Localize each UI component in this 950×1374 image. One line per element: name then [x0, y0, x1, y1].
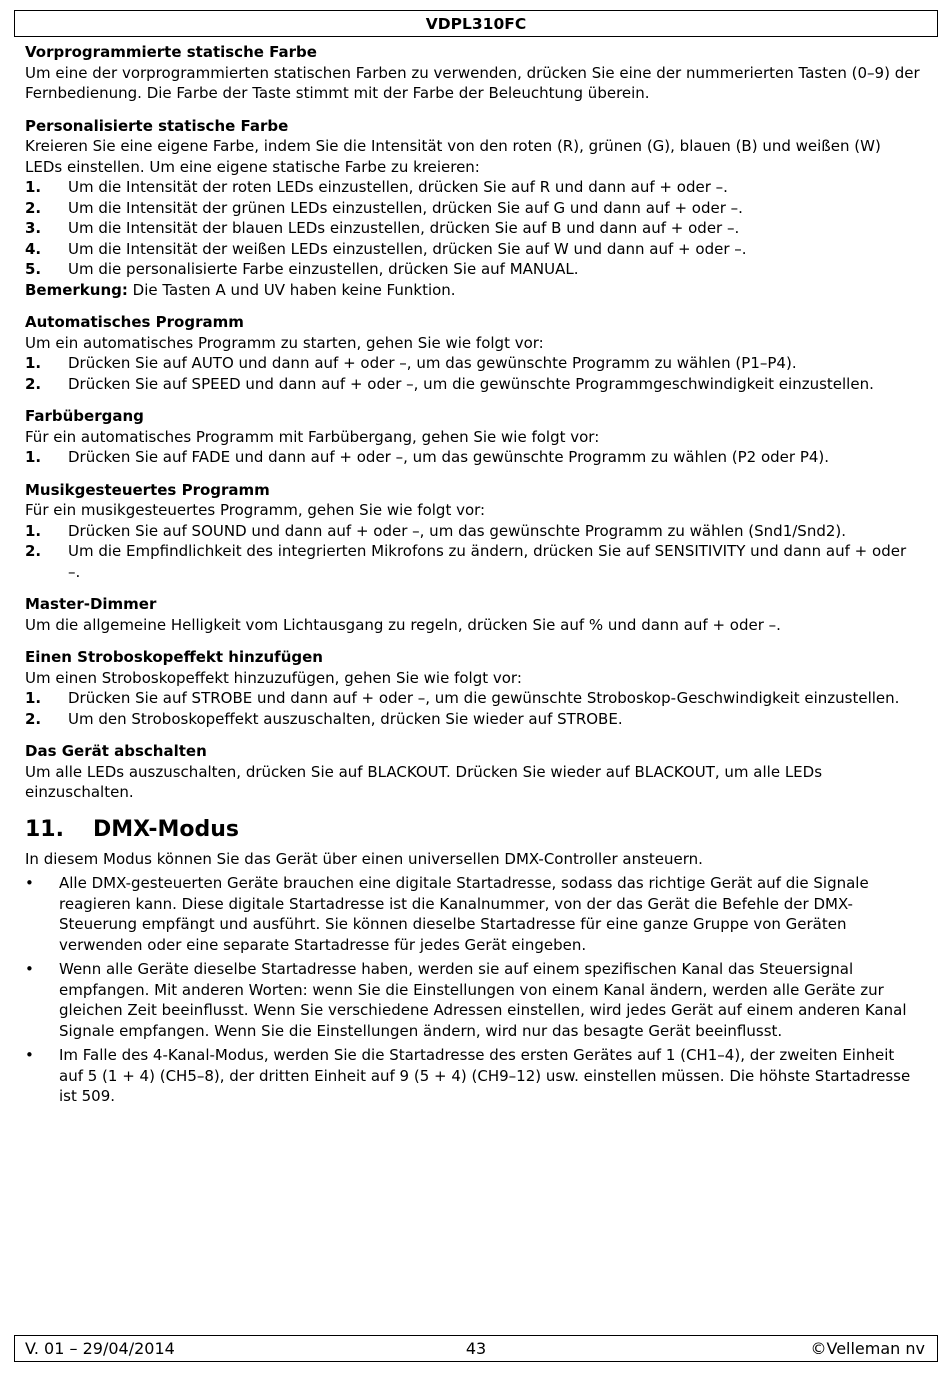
bullet-text: Im Falle des 4-Kanal-Modus, werden Sie die Startadresse des ersten Gerätes auf 1 (CH1–4), der zweiten Einheit auf 5 (1 + 4) (CH5–8), der dritten Einheit auf 9 (5 + 4) (CH9–12) usw. einstellen müssen. Die höhste Startadresse ist 509. — [59, 1046, 911, 1105]
section-paragraph: Kreieren Sie eine eigene Farbe, indem Sie die Intensität von den roten (R), grünen (G), blauen (B) und weißen (W) LEDs einstellen. Um eine eigene statische Farbe zu kreieren: — [25, 137, 881, 176]
step-number: 2. — [25, 542, 42, 560]
copyright: ©Velleman nv — [810, 1339, 925, 1358]
step-item — [25, 688, 920, 709]
step-number: 3. — [25, 219, 42, 237]
step-item — [25, 447, 920, 468]
step-item — [25, 198, 920, 219]
step-number: 4. — [25, 239, 42, 258]
section-heading: Vorprogrammierte statische Farbe — [25, 43, 317, 61]
section-heading: Master-Dimmer — [25, 595, 157, 613]
bullet-text: Alle DMX-gesteuerten Geräte brauchen eine digitale Startadresse, sodass das richtige Gerät auf die Signale reagieren kann. Diese digitale Startadresse ist die Kanalnummer, von der das Gerät die Befehle der DMX-Steuerung empfängt und ausführt. Sie können dieselbe Startadresse für eine ganze Gruppe von Geräten verwenden oder eine separate Startadresse für jedes Gerät eingeben. — [59, 874, 869, 954]
bullet-icon: • — [25, 1046, 34, 1064]
section-heading: Das Gerät abschalten — [25, 742, 207, 760]
step-item — [25, 239, 920, 260]
chapter-title: DMX-Modus — [93, 816, 239, 842]
step-number: 1. — [25, 689, 42, 707]
step-item — [25, 541, 920, 582]
step-number: 1. — [25, 448, 42, 466]
step-list — [25, 177, 920, 280]
chapter-number: 11. — [25, 816, 64, 842]
step-item — [25, 218, 920, 239]
step-number: 1. — [25, 354, 42, 372]
chapter-intro: In diesem Modus können Sie das Gerät über einen universellen DMX-Controller ansteuern. — [25, 849, 703, 868]
section-paragraph: Für ein musikgesteuertes Programm, gehen Sie wie folgt vor: — [25, 501, 486, 519]
page-footer — [14, 1335, 938, 1362]
step-number: 2. — [25, 374, 42, 393]
step-list — [25, 447, 920, 468]
step-text: Um den Stroboskopeffekt auszuschalten, drücken Sie wieder auf STROBE. — [68, 709, 623, 728]
step-item — [25, 521, 920, 542]
step-text: Drücken Sie auf FADE und dann auf + oder –, um das gewünschte Programm zu wählen (P2 oder P4). — [68, 448, 830, 466]
section-paragraph: Um einen Stroboskopeffekt hinzuzufügen, gehen Sie wie folgt vor: — [25, 668, 522, 687]
version-date: V. 01 – 29/04/2014 — [25, 1339, 175, 1358]
bullet-icon: • — [25, 874, 34, 892]
step-text: Um die Intensität der weißen LEDs einzustellen, drücken Sie auf W und dann auf + oder –. — [68, 239, 747, 258]
step-text: Um die Intensität der grünen LEDs einzustellen, drücken Sie auf G und dann auf + oder –. — [68, 198, 743, 217]
step-number: 1. — [25, 521, 42, 540]
note-paragraph — [25, 280, 920, 301]
step-item — [25, 353, 920, 374]
step-text: Um die Empfindlichkeit des integrierten Mikrofons zu ändern, drücken Sie auf SENSITIVITY und dann auf + oder –. — [68, 542, 907, 581]
section-paragraph: Um ein automatisches Programm zu starten, gehen Sie wie folgt vor: — [25, 333, 544, 352]
note-text: Die Tasten A und UV haben keine Funktion. — [127, 280, 456, 299]
section-paragraph: Für ein automatisches Programm mit Farbübergang, gehen Sie wie folgt vor: — [25, 427, 600, 446]
bullet-list — [25, 873, 920, 1107]
section-paragraph: Um eine der vorprogrammierten statischen Farben zu verwenden, drücken Sie eine der nummerierten Tasten (0–9) der Fernbedienung. Die Farbe der Taste stimmt mit der Farbe der Beleuchtung überein. — [25, 63, 920, 102]
bullet-item — [25, 1045, 920, 1107]
section-heading: Automatisches Programm — [25, 313, 244, 331]
step-text: Um die personalisierte Farbe einzustellen, drücken Sie auf MANUAL. — [68, 260, 579, 278]
step-number: 5. — [25, 260, 42, 278]
page-number: 43 — [465, 1339, 487, 1358]
step-item — [25, 374, 920, 395]
bullet-icon: • — [25, 960, 34, 978]
step-number: 1. — [25, 178, 42, 196]
section-paragraph: Um die allgemeine Helligkeit vom Lichtausgang zu regeln, drücken Sie auf % und dann auf + oder –. — [25, 615, 781, 634]
step-text: Drücken Sie auf SOUND und dann auf + oder –, um das gewünschte Programm zu wählen (Snd1/Snd2). — [68, 521, 847, 540]
bullet-item — [25, 873, 920, 955]
step-list — [25, 353, 920, 394]
section-paragraph: Um alle LEDs auszuschalten, drücken Sie auf BLACKOUT. Drücken Sie wieder auf BLACKOUT, um alle LEDs einzuschalten. — [25, 762, 823, 801]
step-text: Drücken Sie auf AUTO und dann auf + oder –, um das gewünschte Programm zu wählen (P1–P4). — [68, 354, 797, 372]
step-number: 2. — [25, 198, 42, 217]
step-text: Drücken Sie auf SPEED und dann auf + oder –, um die gewünschte Programmgeschwindigkeit einzustellen. — [68, 374, 874, 393]
step-item — [25, 177, 920, 198]
page-header — [14, 10, 938, 37]
bullet-item — [25, 959, 920, 1041]
step-text: Um die Intensität der blauen LEDs einzustellen, drücken Sie auf B und dann auf + oder –. — [68, 219, 740, 237]
page-content — [25, 42, 920, 1107]
step-list — [25, 688, 920, 729]
bullet-text: Wenn alle Geräte dieselbe Startadresse haben, werden sie auf einem spezifischen Kanal das Steuersignal empfangen. Mit anderen Worten: wenn Sie die Einstellungen von einem Kanal ändern, werden alle Geräte zur gleichen Zeit beeinflusst. Wenn Sie verschiedene Adressen einstellen, wird jedes Gerät auf einem anderen Kanal Signale empfangen. Wenn Sie die Einstellungen ändern, wird nur das besagte Gerät beeinflusst. — [59, 960, 907, 1040]
step-list — [25, 521, 920, 583]
step-text: Um die Intensität der roten LEDs einzustellen, drücken Sie auf R und dann auf + oder –. — [68, 178, 728, 196]
step-text: Drücken Sie auf STROBE und dann auf + oder –, um die gewünschte Stroboskop-Geschwindigkeit einzustellen. — [68, 689, 900, 707]
step-item — [25, 259, 920, 280]
note-label: Bemerkung: — [25, 280, 128, 299]
section-heading: Personalisierte statische Farbe — [25, 116, 289, 135]
section-heading: Einen Stroboskopeffekt hinzufügen — [25, 648, 323, 666]
section-heading: Farbübergang — [25, 407, 144, 425]
step-item — [25, 709, 920, 730]
document-title: VDPL310FC — [425, 15, 527, 33]
chapter-heading — [25, 817, 920, 843]
step-number: 2. — [25, 709, 42, 728]
section-heading: Musikgesteuertes Programm — [25, 480, 270, 499]
